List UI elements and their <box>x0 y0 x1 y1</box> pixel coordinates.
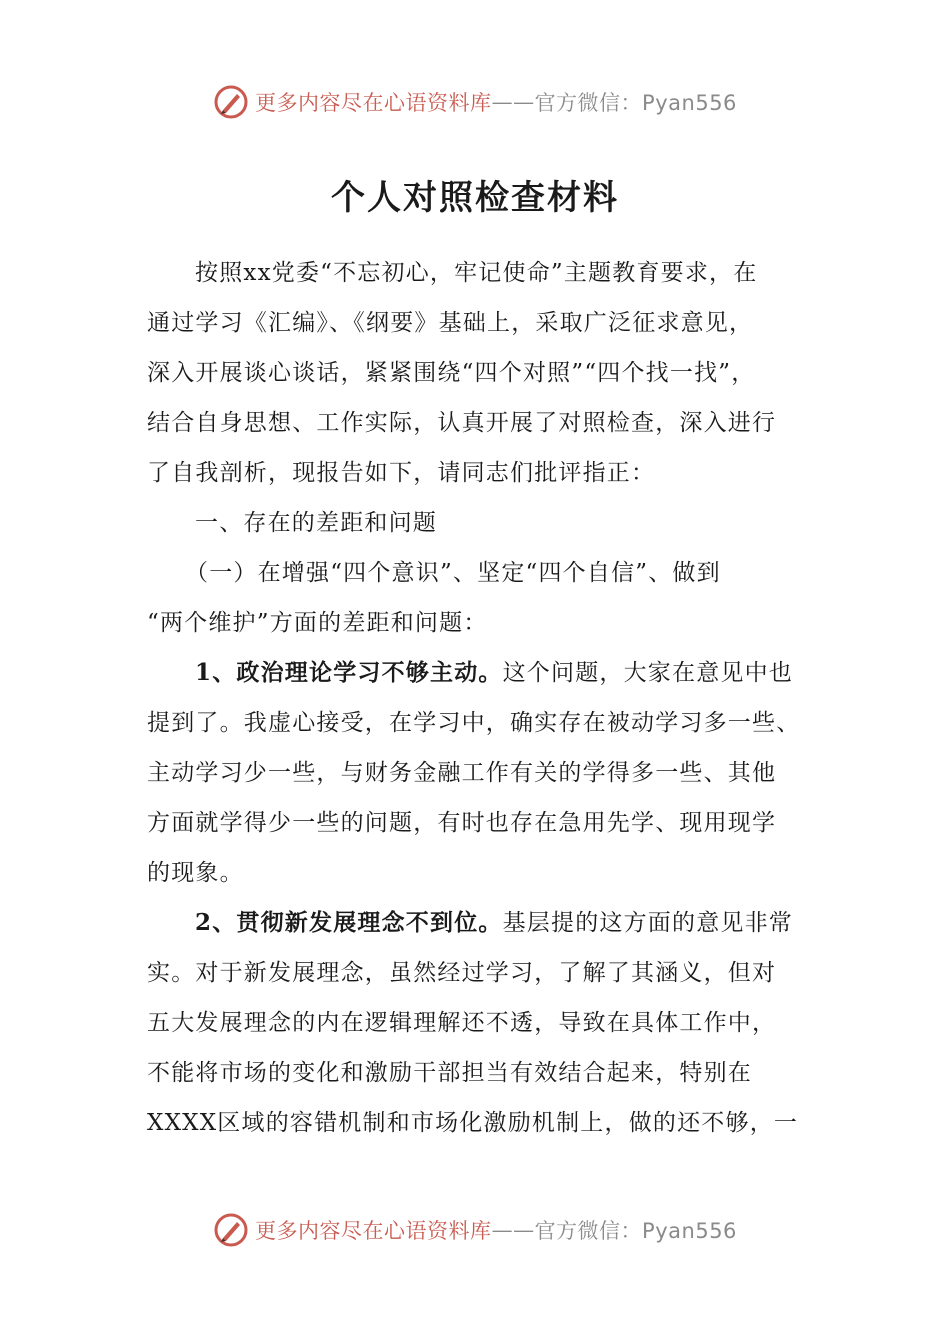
item1-first-line <box>147 648 807 698</box>
paragraph-line: 实。对于新发展理念，虽然经过学习，了解了其涵义，但对 <box>147 960 777 986</box>
paragraph-line: 按照xx党委“不忘初心，牢记使命”主题教育要求，在 <box>195 260 758 286</box>
paragraph-line: 主动学习少一些，与财务金融工作有关的学得多一些、其他 <box>147 760 777 786</box>
section-heading: 一、存在的差距和问题 <box>195 510 437 536</box>
footer-banner <box>0 1208 950 1252</box>
paragraph-line: 通过学习《汇编》、《纲要》基础上，采取广泛征求意见， <box>147 310 754 336</box>
banner-dash: —— <box>491 1218 535 1242</box>
paragraph-line: 结合自身思想、工作实际，认真开展了对照检查，深入进行 <box>147 410 777 436</box>
banner-gray-text: 官方微信：Pyan556 <box>534 91 737 115</box>
paragraph-line: 方面就学得少一些的问题，有时也存在急用先学、现用现学 <box>147 810 777 836</box>
subsection-heading-cont: “两个维护”方面的差距和问题： <box>147 610 488 636</box>
banner-gray-text: 官方微信：Pyan556 <box>534 1219 737 1243</box>
pen-logo-icon <box>213 1212 249 1248</box>
item2-first-line <box>147 898 807 948</box>
header-banner <box>0 80 950 124</box>
item2-rest: 基层提的这方面的意见非常 <box>502 910 794 936</box>
item2-bold: 2、贯彻新发展理念不到位。 <box>195 909 503 936</box>
paragraph-line: 的现象。 <box>147 860 244 886</box>
paragraph-line: 了自我剖析，现报告如下，请同志们批评指正： <box>147 460 656 486</box>
document-body <box>147 248 807 1148</box>
banner-red-text: 更多内容尽在心语资料库 <box>255 91 492 115</box>
pen-logo-icon <box>213 84 249 120</box>
paragraph-line: 深入开展谈心谈话，紧紧围绕“四个对照”“四个找一找”， <box>147 360 756 386</box>
banner-red-text: 更多内容尽在心语资料库 <box>255 1219 492 1243</box>
subsection-heading: （一）在增强“四个意识”、坚定“四个自信”、做到 <box>185 560 721 586</box>
document-title: 个人对照检查材料 <box>331 178 619 218</box>
item1-bold: 1、政治理论学习不够主动。 <box>195 659 503 686</box>
paragraph-line: 提到了。我虚心接受，在学习中，确实存在被动学习多一些、 <box>147 710 801 736</box>
item1-rest: 这个问题，大家在意见中也 <box>502 660 794 686</box>
paragraph-line: 五大发展理念的内在逻辑理解还不透，导致在具体工作中， <box>147 1010 777 1036</box>
paragraph-line: 不能将市场的变化和激励干部担当有效结合起来，特别在 <box>147 1060 752 1086</box>
banner-dash: —— <box>491 90 535 114</box>
paragraph-line: XXXX区域的容错机制和市场化激励机制上，做的还不够，一 <box>147 1110 799 1136</box>
